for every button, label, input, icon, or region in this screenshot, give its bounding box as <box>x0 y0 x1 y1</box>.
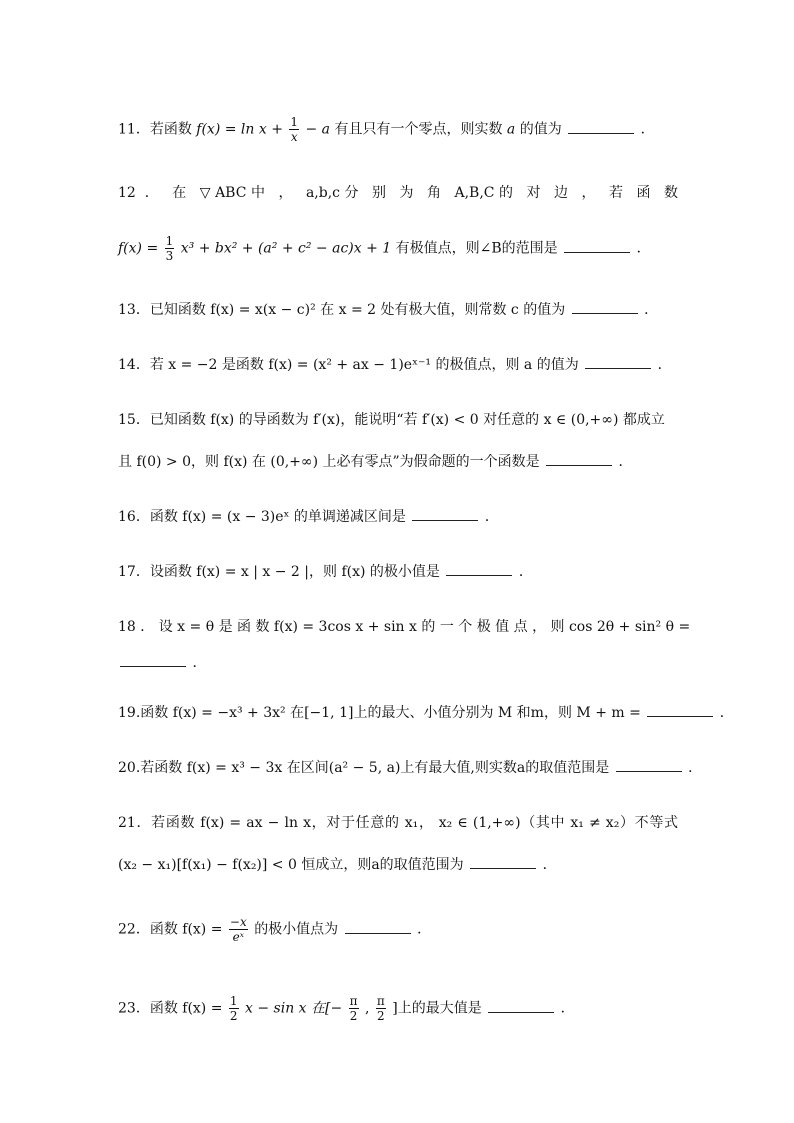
question-23 <box>118 994 678 1023</box>
q22-frac-num: −x <box>229 915 247 929</box>
q22-end: ． <box>417 921 432 938</box>
q15-line2: 且 f(0) > 0，则 f(x) 在 (0,+∞) 上必有零点”为假命题的一个函数是 <box>118 454 540 470</box>
q18-line1: 18 ． 设 x = θ 是 函 数 f(x) = 3cos x + sin x 的 一 个 极 值 点 ， 则 cos 2θ + sin² θ = <box>118 619 691 635</box>
q17-end: ． <box>518 564 533 580</box>
question-14 <box>118 354 678 376</box>
q23-prefix: 23．函数 f(x) = <box>118 1000 223 1017</box>
q14-end: ． <box>657 357 672 373</box>
question-12-line-1 <box>118 182 678 204</box>
q16-end: ． <box>484 509 499 525</box>
q12-expr: x³ + bx² + (a² + c² − ac)x + 1 <box>180 240 392 257</box>
q20-end: ． <box>688 760 703 776</box>
question-21-line-2 <box>118 854 678 876</box>
q23-frac3-den: 2 <box>377 1009 385 1023</box>
q14-text: 14．若 x = −2 是函数 f(x) = (x² + ax − 1)eˣ⁻¹ 的极值点，则 a 的值为 <box>118 357 579 373</box>
q23-comma: , <box>365 1000 370 1017</box>
question-17 <box>118 561 678 583</box>
q21-line2: (x₂ − x₁)[f(x₁) − f(x₂)] < 0 恒成立，则a的取值范围为 <box>118 857 464 873</box>
q21-answer-blank[interactable] <box>470 866 536 869</box>
q11-frac-num: 1 <box>290 115 299 129</box>
q11-expr-tail: − a <box>305 121 331 138</box>
question-19 <box>118 702 734 724</box>
q23-fraction-2 <box>349 994 359 1023</box>
question-11 <box>118 115 678 144</box>
q15-end: ． <box>618 454 633 470</box>
q16-text: 16．函数 f(x) = (x − 3)eˣ 的单调递减区间是 <box>118 509 406 525</box>
q11-frac-den: x <box>290 130 298 144</box>
q11-end: ． <box>640 121 655 138</box>
q12-fraction <box>165 234 175 263</box>
question-16 <box>118 506 678 528</box>
q23-frac2-den: 2 <box>349 1009 358 1023</box>
q11-text: 有且只有一个零点，则实数 <box>334 121 503 138</box>
q13-answer-blank[interactable] <box>572 311 638 314</box>
q11-var: a <box>506 121 516 138</box>
question-13 <box>118 299 678 321</box>
q22-text: 的极小值点为 <box>254 921 339 938</box>
q17-text: 17．设函数 f(x) = x | x − 2 |，则 f(x) 的极小值是 <box>118 564 440 580</box>
q12-text: 有极值点，则∠B的范围是 <box>395 240 558 257</box>
question-18-line-2 <box>118 652 678 674</box>
q22-answer-blank[interactable] <box>345 931 411 934</box>
q23-end: ． <box>560 1000 575 1017</box>
q12-answer-blank[interactable] <box>564 250 630 253</box>
q22-frac-den: eˣ <box>232 930 244 944</box>
q14-answer-blank[interactable] <box>585 366 651 369</box>
q11-prefix: 11．若函数 <box>118 121 192 138</box>
question-15-line-2 <box>118 451 678 473</box>
q15-line1: 15．已知函数 f(x) 的导函数为 f′(x)，能说明“若 f′(x) < 0 对任意的 x ∈ (0,+∞) 都成立 <box>118 412 665 428</box>
question-12-line-2 <box>118 234 678 263</box>
q21-line1: 21．若函数 f(x) = ax − ln x，对于任意的 x₁， x₂ ∈ (1,+∞)（其中 x₁ ≠ x₂）不等式 <box>118 815 678 831</box>
q12-line1: 12 ． 在 ▽ABC中 ， a,b,c分 别 为 角 A,B,C的 对 边 ， 若 函 数 <box>118 185 678 201</box>
question-21-line-1 <box>118 812 678 834</box>
q12-pre: f(x) = <box>118 240 159 257</box>
q19-end: ． <box>719 705 734 721</box>
q23-fraction-1 <box>229 994 239 1023</box>
q23-frac1-den: 2 <box>229 1009 238 1023</box>
q11-fraction <box>289 115 299 144</box>
question-15-line-1 <box>118 409 678 431</box>
q22-fraction <box>229 915 248 944</box>
q21-end: ． <box>542 857 557 873</box>
q22-prefix: 22．函数 f(x) = <box>118 921 223 938</box>
q17-answer-blank[interactable] <box>446 573 512 576</box>
q11-expr: f(x) = ln x + <box>196 121 283 138</box>
q12-frac-num: 1 <box>165 234 174 248</box>
q23-expr: x − sin x 在[− <box>245 1000 343 1017</box>
q20-answer-blank[interactable] <box>616 769 682 772</box>
q12-frac-den: 3 <box>165 249 174 263</box>
q15-answer-blank[interactable] <box>546 463 612 466</box>
q23-text: ]上的最大值是 <box>392 1000 482 1017</box>
q23-fraction-3 <box>376 994 386 1023</box>
q12-end: ． <box>636 240 651 257</box>
q20-text: 20.若函数 f(x) = x³ − 3x 在区间(a² − 5, a)上有最大值,则实数a的取值范围是 <box>118 760 610 776</box>
q18-answer-blank[interactable] <box>120 664 186 667</box>
q16-answer-blank[interactable] <box>412 518 478 521</box>
question-18-line-1 <box>118 616 691 638</box>
q13-text: 13．已知函数 f(x) = x(x − c)² 在 x = 2 处有极大值，则常数 c 的值为 <box>118 302 566 318</box>
q19-answer-blank[interactable] <box>647 714 713 717</box>
q18-end: ． <box>192 655 207 671</box>
q23-frac1-num: 1 <box>229 994 238 1008</box>
q23-frac3-num: π <box>376 994 385 1008</box>
q23-frac2-num: π <box>349 994 358 1008</box>
question-22 <box>118 915 678 944</box>
q11-answer-blank[interactable] <box>568 131 634 134</box>
q23-answer-blank[interactable] <box>488 1010 554 1013</box>
q11-suffix: 的值为 <box>519 121 562 138</box>
question-20 <box>118 757 703 779</box>
q13-end: ． <box>644 302 659 318</box>
q19-text: 19.函数 f(x) = −x³ + 3x² 在[−1, 1]上的最大、小值分别为 M 和m，则 M + m = <box>118 705 641 721</box>
